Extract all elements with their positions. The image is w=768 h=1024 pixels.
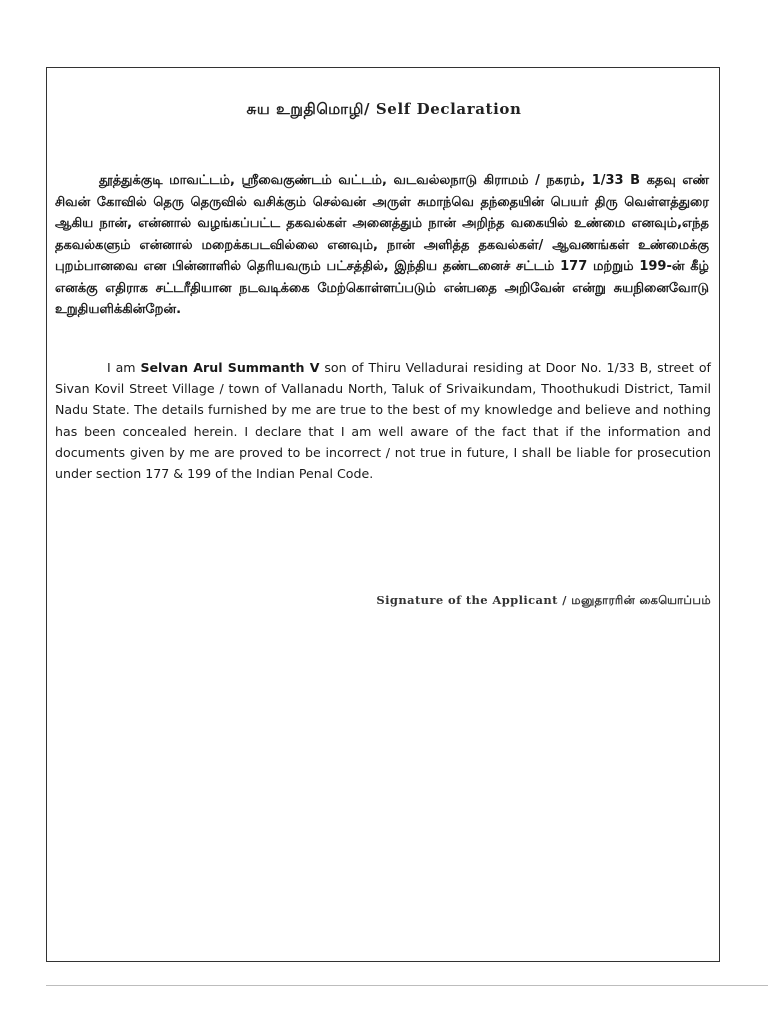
- applicant-name: Selvan Arul Summanth V: [140, 360, 320, 375]
- signature-label: Signature of the Applicant / மனுதாரரின் கையொப்பம்: [376, 593, 711, 607]
- declaration-frame: [46, 67, 720, 962]
- footer-divider: [46, 985, 768, 986]
- english-prefix: I am: [107, 360, 141, 375]
- tamil-declaration-paragraph: தூத்துக்குடி மாவட்டம், ஸ்ரீவைகுண்டம் வட்டம், வடவல்லநாடு கிராமம் / நகரம், 1/33 B கதவு எண் சிவன் கோவில் தெரு தெருவில் வசிக்கும் செல்வன் அருள் சுமாந்வெ தந்தையின் பெயர் திரு வெள்ளத்துரை ஆகிய நான், என்னால் வழங்கப்பட்ட தகவல்கள் அனைத்தும் நான் அறிந்த வகையில் உண்மை எனவும்,எந்த தகவல்களும் என்னால் மறைக்கபடவில்லை எனவும், நான் அளித்த தகவல்கள்/ ஆவணங்கள் உண்மைக்கு புறம்பானவை என பின்னாளில் தெரியவரும் பட்சத்தில், இந்திய தண்டனைச் சட்டம் 177 மற்றும் 199-ன் கீழ் எனக்கு எதிராக சட்டரீதியான நடவடிக்கை மேற்கொள்ளப்படும் என்பதை அறிவேன் என்று சுயநினைவோடு உறுதியளிக்கின்றேன்.: [55, 173, 709, 317]
- english-body: son of Thiru Velladurai residing at Door No. 1/33 B, street of Sivan Kovil Street Village / town of Vallanadu North, Taluk of Srivaikundam, Thoothukudi District, Tamil Nadu State. The details furnished by me are true to the best of my knowledge and believe and nothing has been concealed herein. I declare that I am well aware of the fact that if the information and documents given by me are proved to be incorrect / not true in future, I shall be liable for prosecution under section 177 & 199 of the Indian Penal Code.: [55, 360, 711, 482]
- english-declaration-paragraph: [55, 357, 711, 484]
- declaration-title: சுய உறுதிமொழி/ Self Declaration: [246, 100, 522, 118]
